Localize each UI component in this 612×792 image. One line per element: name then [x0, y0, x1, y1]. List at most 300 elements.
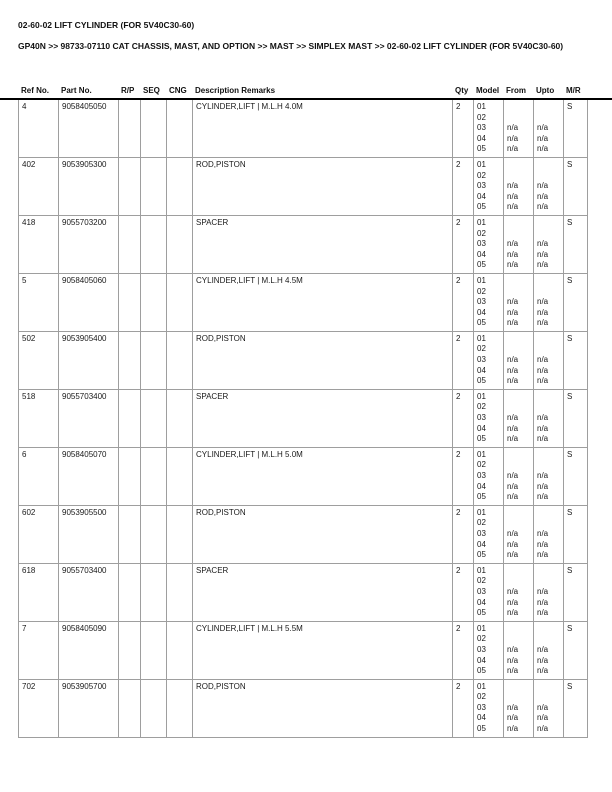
- from-line: n/a: [507, 724, 519, 734]
- part-no-cell: 9053905700: [59, 679, 119, 737]
- upto-cell: [534, 389, 564, 447]
- model-cell: [474, 215, 504, 273]
- upto-line: n/a: [537, 365, 549, 375]
- upto-line: n/a: [537, 133, 549, 143]
- upto-line: [537, 229, 560, 240]
- upto-line: n/a: [537, 492, 549, 502]
- upto-line: [537, 566, 560, 577]
- ref-no-cell: 6: [19, 447, 59, 505]
- model-line: 05: [477, 492, 486, 502]
- mr-cell: S: [564, 157, 588, 215]
- header-description: Description Remarks: [195, 86, 276, 95]
- upto-line: n/a: [537, 724, 549, 734]
- from-line: n/a: [507, 608, 519, 618]
- upto-line: [537, 344, 560, 355]
- from-cell: [504, 447, 534, 505]
- upto-line: n/a: [537, 655, 549, 665]
- from-line: n/a: [507, 376, 519, 386]
- header-qty: Qty: [455, 86, 469, 95]
- upto-cell: [534, 157, 564, 215]
- from-line: [507, 344, 530, 355]
- upto-line: [537, 334, 560, 345]
- model-line: 04: [477, 133, 486, 143]
- rp-cell: [119, 505, 141, 563]
- from-line: n/a: [507, 586, 519, 596]
- mr-cell: S: [564, 679, 588, 737]
- from-line: n/a: [507, 144, 519, 154]
- upto-line: [537, 287, 560, 298]
- upto-line: n/a: [537, 123, 549, 133]
- upto-line: n/a: [537, 539, 549, 549]
- qty-cell: 2: [453, 621, 474, 679]
- upto-line: n/a: [537, 644, 549, 654]
- from-line: [507, 402, 530, 413]
- mr-cell: S: [564, 273, 588, 331]
- from-line: [507, 682, 530, 693]
- model-line: 05: [477, 434, 486, 444]
- upto-line: n/a: [537, 202, 549, 212]
- parts-table: [18, 100, 588, 738]
- upto-line: n/a: [537, 713, 549, 723]
- model-line: 03: [477, 528, 486, 538]
- model-line: 04: [477, 713, 486, 723]
- seq-cell: [141, 100, 167, 157]
- table-row: [19, 273, 588, 331]
- model-line: 05: [477, 666, 486, 676]
- qty-cell: 2: [453, 273, 474, 331]
- upto-line: n/a: [537, 144, 549, 154]
- mr-cell: S: [564, 331, 588, 389]
- model-cell: [474, 331, 504, 389]
- upto-line: n/a: [537, 181, 549, 191]
- upto-line: [537, 102, 560, 113]
- upto-line: n/a: [537, 550, 549, 560]
- description-cell: CYLINDER,LIFT | M.L.H 5.5M: [193, 621, 453, 679]
- table-row: [19, 505, 588, 563]
- upto-line: n/a: [537, 355, 549, 365]
- upto-cell: [534, 331, 564, 389]
- model-cell: [474, 389, 504, 447]
- from-line: [507, 102, 530, 113]
- table-row: [19, 563, 588, 621]
- cng-cell: [167, 447, 193, 505]
- cng-cell: [167, 679, 193, 737]
- from-cell: [504, 679, 534, 737]
- model-line: 02: [477, 576, 486, 586]
- header-part-no: Part No.: [61, 86, 92, 95]
- upto-line: [537, 518, 560, 529]
- from-cell: [504, 273, 534, 331]
- model-line: 05: [477, 260, 486, 270]
- model-line: 02: [477, 460, 486, 470]
- model-line: 05: [477, 608, 486, 618]
- header-from: From: [506, 86, 526, 95]
- cng-cell: [167, 505, 193, 563]
- model-line: 02: [477, 170, 486, 180]
- description-cell: ROD,PISTON: [193, 505, 453, 563]
- from-line: [507, 392, 530, 403]
- cng-cell: [167, 157, 193, 215]
- model-line: 02: [477, 518, 486, 528]
- upto-line: [537, 160, 560, 171]
- seq-cell: [141, 331, 167, 389]
- model-line: 03: [477, 644, 486, 654]
- model-line: 01: [477, 159, 486, 169]
- from-line: n/a: [507, 307, 519, 317]
- upto-line: n/a: [537, 434, 549, 444]
- model-line: 05: [477, 550, 486, 560]
- upto-line: [537, 460, 560, 471]
- upto-line: n/a: [537, 423, 549, 433]
- parts-table-body: [19, 100, 588, 737]
- model-line: 01: [477, 623, 486, 633]
- mr-cell: S: [564, 505, 588, 563]
- from-cell: [504, 505, 534, 563]
- page-title: 02-60-02 LIFT CYLINDER (FOR 5V40C30-60): [18, 20, 195, 30]
- from-line: n/a: [507, 239, 519, 249]
- model-line: 02: [477, 402, 486, 412]
- from-line: n/a: [507, 413, 519, 423]
- upto-line: n/a: [537, 666, 549, 676]
- upto-line: [537, 402, 560, 413]
- ref-no-cell: 618: [19, 563, 59, 621]
- description-cell: CYLINDER,LIFT | M.L.H 5.0M: [193, 447, 453, 505]
- cng-cell: [167, 389, 193, 447]
- part-no-cell: 9058405090: [59, 621, 119, 679]
- from-line: [507, 113, 530, 124]
- seq-cell: [141, 273, 167, 331]
- qty-cell: 2: [453, 389, 474, 447]
- rp-cell: [119, 273, 141, 331]
- upto-cell: [534, 505, 564, 563]
- rp-cell: [119, 679, 141, 737]
- upto-line: [537, 392, 560, 403]
- upto-line: [537, 218, 560, 229]
- description-cell: CYLINDER,LIFT | M.L.H 4.5M: [193, 273, 453, 331]
- from-line: n/a: [507, 481, 519, 491]
- model-line: 01: [477, 565, 486, 575]
- model-line: 05: [477, 202, 486, 212]
- model-line: 03: [477, 355, 486, 365]
- model-line: 03: [477, 586, 486, 596]
- model-line: 04: [477, 655, 486, 665]
- from-line: [507, 287, 530, 298]
- from-cell: [504, 389, 534, 447]
- model-cell: [474, 447, 504, 505]
- header-rp: R/P: [121, 86, 135, 95]
- model-cell: [474, 505, 504, 563]
- from-line: [507, 692, 530, 703]
- upto-line: n/a: [537, 481, 549, 491]
- model-line: 01: [477, 275, 486, 285]
- model-line: 01: [477, 507, 486, 517]
- ref-no-cell: 5: [19, 273, 59, 331]
- from-line: n/a: [507, 365, 519, 375]
- upto-line: [537, 692, 560, 703]
- mr-cell: S: [564, 447, 588, 505]
- ref-no-cell: 502: [19, 331, 59, 389]
- model-line: 04: [477, 539, 486, 549]
- table-row: [19, 157, 588, 215]
- model-cell: [474, 563, 504, 621]
- upto-cell: [534, 100, 564, 157]
- table-row: [19, 215, 588, 273]
- seq-cell: [141, 215, 167, 273]
- from-line: [507, 160, 530, 171]
- from-line: n/a: [507, 202, 519, 212]
- upto-cell: [534, 679, 564, 737]
- table-row: [19, 100, 588, 157]
- from-line: n/a: [507, 492, 519, 502]
- part-no-cell: 9058405050: [59, 100, 119, 157]
- qty-cell: 2: [453, 505, 474, 563]
- from-line: n/a: [507, 423, 519, 433]
- model-line: 03: [477, 413, 486, 423]
- from-line: n/a: [507, 528, 519, 538]
- cng-cell: [167, 273, 193, 331]
- table-row: [19, 389, 588, 447]
- description-cell: CYLINDER,LIFT | M.L.H 4.0M: [193, 100, 453, 157]
- rp-cell: [119, 447, 141, 505]
- from-line: n/a: [507, 434, 519, 444]
- seq-cell: [141, 157, 167, 215]
- rp-cell: [119, 563, 141, 621]
- from-line: n/a: [507, 713, 519, 723]
- header-ref-no: Ref No.: [21, 86, 49, 95]
- upto-line: n/a: [537, 191, 549, 201]
- from-cell: [504, 563, 534, 621]
- model-line: 02: [477, 692, 486, 702]
- cng-cell: [167, 100, 193, 157]
- from-line: [507, 576, 530, 587]
- mr-cell: S: [564, 621, 588, 679]
- model-line: 01: [477, 217, 486, 227]
- model-cell: [474, 100, 504, 157]
- table-row: [19, 331, 588, 389]
- mr-cell: S: [564, 563, 588, 621]
- upto-line: n/a: [537, 297, 549, 307]
- model-line: 04: [477, 481, 486, 491]
- cng-cell: [167, 331, 193, 389]
- model-line: 03: [477, 702, 486, 712]
- part-no-cell: 9053905400: [59, 331, 119, 389]
- model-line: 04: [477, 423, 486, 433]
- from-line: n/a: [507, 539, 519, 549]
- seq-cell: [141, 679, 167, 737]
- cng-cell: [167, 621, 193, 679]
- mr-cell: S: [564, 100, 588, 157]
- model-line: 01: [477, 333, 486, 343]
- part-no-cell: 9055703200: [59, 215, 119, 273]
- from-line: [507, 218, 530, 229]
- from-line: n/a: [507, 297, 519, 307]
- upto-line: n/a: [537, 413, 549, 423]
- model-cell: [474, 679, 504, 737]
- model-line: 01: [477, 391, 486, 401]
- breadcrumb: GP40N >> 98733-07110 CAT CHASSIS, MAST, AND OPTION >> MAST >> SIMPLEX MAST >> 02-60-02 LIFT CYLINDER (FOR 5V40C30-60): [18, 41, 564, 51]
- upto-line: [537, 276, 560, 287]
- model-line: 04: [477, 249, 486, 259]
- from-line: n/a: [507, 655, 519, 665]
- upto-line: n/a: [537, 249, 549, 259]
- model-line: 02: [477, 112, 486, 122]
- table-row: [19, 679, 588, 737]
- from-line: n/a: [507, 133, 519, 143]
- ref-no-cell: 418: [19, 215, 59, 273]
- from-line: n/a: [507, 181, 519, 191]
- model-line: 01: [477, 681, 486, 691]
- from-line: n/a: [507, 597, 519, 607]
- from-line: [507, 634, 530, 645]
- model-cell: [474, 273, 504, 331]
- upto-line: n/a: [537, 260, 549, 270]
- description-cell: SPACER: [193, 389, 453, 447]
- upto-line: [537, 634, 560, 645]
- model-cell: [474, 157, 504, 215]
- from-line: n/a: [507, 123, 519, 133]
- description-cell: ROD,PISTON: [193, 679, 453, 737]
- upto-line: [537, 113, 560, 124]
- upto-line: n/a: [537, 702, 549, 712]
- part-no-cell: 9055703400: [59, 563, 119, 621]
- table-row: [19, 621, 588, 679]
- upto-line: n/a: [537, 471, 549, 480]
- qty-cell: 2: [453, 679, 474, 737]
- ref-no-cell: 702: [19, 679, 59, 737]
- from-line: n/a: [507, 260, 519, 270]
- from-line: n/a: [507, 644, 519, 654]
- mr-cell: S: [564, 215, 588, 273]
- ref-no-cell: 7: [19, 621, 59, 679]
- from-line: [507, 276, 530, 287]
- ref-no-cell: 518: [19, 389, 59, 447]
- table-row: [19, 447, 588, 505]
- qty-cell: 2: [453, 100, 474, 157]
- model-line: 03: [477, 123, 486, 133]
- rp-cell: [119, 215, 141, 273]
- seq-cell: [141, 389, 167, 447]
- ref-no-cell: 4: [19, 100, 59, 157]
- model-line: 03: [477, 297, 486, 307]
- upto-line: n/a: [537, 608, 549, 618]
- from-line: [507, 624, 530, 635]
- cng-cell: [167, 563, 193, 621]
- upto-cell: [534, 621, 564, 679]
- model-line: 03: [477, 471, 486, 480]
- upto-line: n/a: [537, 597, 549, 607]
- model-line: 05: [477, 318, 486, 328]
- rp-cell: [119, 389, 141, 447]
- mr-cell: S: [564, 389, 588, 447]
- description-cell: SPACER: [193, 563, 453, 621]
- upto-line: n/a: [537, 376, 549, 386]
- rp-cell: [119, 621, 141, 679]
- model-line: 04: [477, 191, 486, 201]
- upto-line: [537, 682, 560, 693]
- from-cell: [504, 157, 534, 215]
- part-no-cell: 9053905300: [59, 157, 119, 215]
- part-no-cell: 9055703400: [59, 389, 119, 447]
- qty-cell: 2: [453, 447, 474, 505]
- from-line: n/a: [507, 249, 519, 259]
- model-line: 04: [477, 597, 486, 607]
- rp-cell: [119, 100, 141, 157]
- rp-cell: [119, 331, 141, 389]
- from-line: n/a: [507, 550, 519, 560]
- from-line: n/a: [507, 471, 519, 480]
- qty-cell: 2: [453, 215, 474, 273]
- from-cell: [504, 621, 534, 679]
- from-cell: [504, 215, 534, 273]
- upto-line: n/a: [537, 307, 549, 317]
- model-line: 05: [477, 144, 486, 154]
- model-line: 03: [477, 181, 486, 191]
- upto-line: [537, 576, 560, 587]
- from-line: n/a: [507, 355, 519, 365]
- from-line: n/a: [507, 318, 519, 328]
- header-upto: Upto: [536, 86, 555, 95]
- ref-no-cell: 602: [19, 505, 59, 563]
- rp-cell: [119, 157, 141, 215]
- from-line: [507, 334, 530, 345]
- upto-cell: [534, 447, 564, 505]
- model-line: 03: [477, 239, 486, 249]
- upto-cell: [534, 563, 564, 621]
- from-line: [507, 508, 530, 519]
- from-cell: [504, 100, 534, 157]
- description-cell: ROD,PISTON: [193, 157, 453, 215]
- model-line: 05: [477, 724, 486, 734]
- header-seq: SEQ: [143, 86, 160, 95]
- cng-cell: [167, 215, 193, 273]
- model-line: 02: [477, 228, 486, 238]
- header-cng: CNG: [169, 86, 187, 95]
- upto-line: n/a: [537, 586, 549, 596]
- qty-cell: 2: [453, 563, 474, 621]
- from-line: [507, 229, 530, 240]
- model-line: 02: [477, 286, 486, 296]
- upto-line: [537, 171, 560, 182]
- model-line: 02: [477, 344, 486, 354]
- part-no-cell: 9058405070: [59, 447, 119, 505]
- from-line: [507, 171, 530, 182]
- model-line: 01: [477, 102, 486, 111]
- upto-cell: [534, 273, 564, 331]
- upto-cell: [534, 215, 564, 273]
- from-line: [507, 518, 530, 529]
- upto-line: n/a: [537, 528, 549, 538]
- from-line: [507, 566, 530, 577]
- seq-cell: [141, 505, 167, 563]
- model-line: 04: [477, 307, 486, 317]
- upto-line: n/a: [537, 239, 549, 249]
- header-mr: M/R: [566, 86, 581, 95]
- model-line: 01: [477, 449, 486, 459]
- from-line: n/a: [507, 702, 519, 712]
- table-column-headers: [18, 86, 587, 95]
- seq-cell: [141, 447, 167, 505]
- from-line: n/a: [507, 666, 519, 676]
- qty-cell: 2: [453, 157, 474, 215]
- qty-cell: 2: [453, 331, 474, 389]
- header-model: Model: [476, 86, 500, 95]
- model-line: 02: [477, 634, 486, 644]
- seq-cell: [141, 563, 167, 621]
- from-line: n/a: [507, 191, 519, 201]
- model-line: 04: [477, 365, 486, 375]
- description-cell: ROD,PISTON: [193, 331, 453, 389]
- upto-line: [537, 508, 560, 519]
